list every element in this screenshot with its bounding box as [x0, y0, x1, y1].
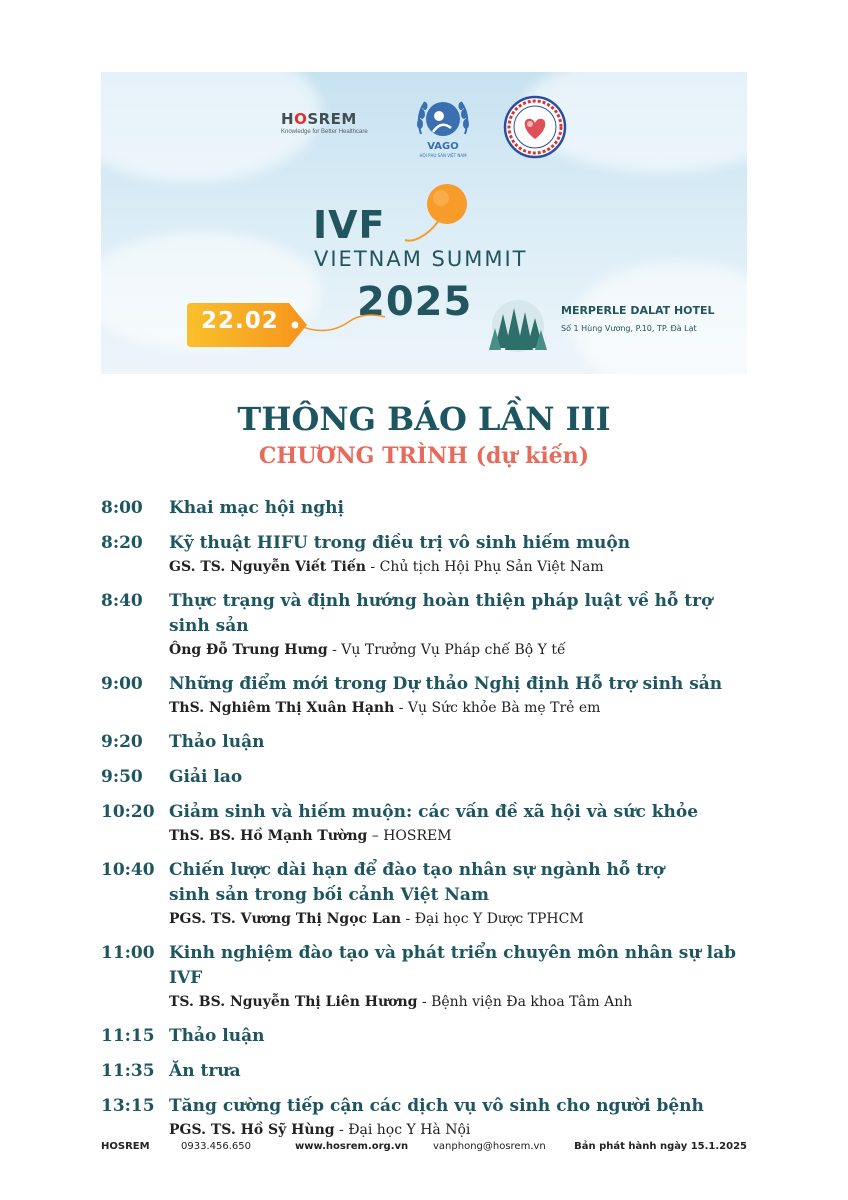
schedule-item	[101, 800, 751, 848]
schedule-topic: Những điểm mới trong Dự thảo Nghị định Hỗ trợ sinh sản	[169, 674, 723, 694]
schedule-time: 9:50	[101, 767, 143, 787]
footer-phone: 0933.456.650	[181, 1141, 251, 1152]
schedule-time: 8:40	[101, 591, 143, 611]
schedule-speaker: PGS. TS. Hồ Sỹ Hùng - Đại học Y Hà Nội	[169, 1122, 471, 1138]
speaker-name: Ông Đỗ Trung Hưng	[169, 642, 328, 658]
schedule-topic: Kỹ thuật HIFU trong điều trị vô sinh hiếm muộn	[169, 533, 631, 553]
hosrem-logo: HOSREM Knowledge for Better Healthcare	[281, 110, 368, 135]
speaker-affiliation: Đại học Y Dược TPHCM	[414, 911, 584, 927]
association-seal-icon	[503, 95, 567, 159]
schedule-item	[101, 672, 751, 720]
schedule-item	[101, 531, 751, 579]
schedule-speaker: ThS. Nghiêm Thị Xuân Hạnh - Vụ Sức khỏe Bà mẹ Trẻ em	[169, 700, 601, 716]
schedule-topic: Thảo luận	[169, 732, 265, 752]
schedule-time: 11:15	[101, 1026, 155, 1046]
speaker-affiliation: Vụ Trưởng Vụ Pháp chế Bộ Y tế	[341, 642, 566, 658]
event-title-summit: VIETNAM SUMMIT	[314, 247, 528, 271]
schedule-time: 9:20	[101, 732, 143, 752]
footer-email: vanphong@hosrem.vn	[433, 1141, 546, 1152]
footer-release-date: Bản phát hành ngày 15.1.2025	[574, 1141, 747, 1152]
page-subtitle: CHƯƠNG TRÌNH (dự kiến)	[258, 443, 590, 469]
schedule-item	[101, 941, 751, 1014]
schedule-item	[101, 1059, 751, 1084]
venue-address: Số 1 Hùng Vương, P.10, TP. Đà Lạt	[561, 324, 697, 333]
schedule-time: 9:00	[101, 674, 143, 694]
pine-trees-icon	[487, 300, 549, 352]
page-title: THÔNG BÁO LẦN III	[237, 400, 611, 438]
schedule-item	[101, 858, 751, 931]
schedule-time: 10:40	[101, 860, 155, 880]
schedule-time: 8:00	[101, 498, 143, 518]
schedule-time: 11:00	[101, 943, 155, 963]
schedule-speaker: Ông Đỗ Trung Hưng - Vụ Trưởng Vụ Pháp chế Bộ Y tế	[169, 642, 566, 658]
schedule-item	[101, 1024, 751, 1049]
speaker-name: PGS. TS. Hồ Sỹ Hùng	[169, 1122, 335, 1138]
schedule-item	[101, 589, 751, 662]
speaker-affiliation: HOSREM	[383, 828, 452, 844]
schedule-time: 13:15	[101, 1096, 155, 1116]
schedule-time: 10:20	[101, 802, 155, 822]
schedule-speaker: ThS. BS. Hồ Mạnh Tường – HOSREM	[169, 828, 452, 844]
speaker-name: GS. TS. Nguyễn Viết Tiến	[169, 559, 366, 575]
venue-name: MERPERLE DALAT HOTEL	[561, 304, 715, 317]
speaker-name: PGS. TS. Vương Thị Ngọc Lan	[169, 911, 402, 927]
speaker-name: ThS. Nghiêm Thị Xuân Hạnh	[169, 700, 395, 716]
schedule-topic: Thực trạng và định hướng hoàn thiện pháp luật về hỗ trợ sinh sản	[169, 591, 713, 636]
schedule-item	[101, 765, 751, 790]
event-date: 22.02	[201, 308, 279, 334]
schedule-topic: Thảo luận	[169, 1026, 265, 1046]
schedule-item	[101, 1094, 751, 1142]
schedule-topic: Giải lao	[169, 767, 243, 787]
event-title-ivf: IVF	[313, 203, 386, 247]
hosrem-tagline: Knowledge for Better Healthcare	[281, 129, 368, 135]
schedule-topic: Tăng cường tiếp cận các dịch vụ vô sinh cho người bệnh	[169, 1096, 704, 1116]
speaker-affiliation: Bệnh viện Đa khoa Tâm Anh	[431, 994, 633, 1010]
footer-website: www.hosrem.org.vn	[295, 1141, 409, 1152]
schedule-speaker: TS. BS. Nguyễn Thị Liên Hương - Bệnh viện Đa khoa Tâm Anh	[169, 994, 633, 1010]
vago-logo-icon	[411, 94, 475, 160]
event-year: 2025	[357, 279, 473, 325]
balloon-icon	[401, 178, 481, 244]
schedule-item	[101, 730, 751, 755]
speaker-affiliation: Đại học Y Hà Nội	[348, 1122, 471, 1138]
schedule-speaker: GS. TS. Nguyễn Viết Tiến - Chủ tịch Hội Phụ Sản Việt Nam	[169, 559, 604, 575]
speaker-affiliation: Chủ tịch Hội Phụ Sản Việt Nam	[379, 559, 604, 575]
event-banner	[101, 72, 747, 374]
schedule-topic: Chiến lược dài hạn để đào tạo nhân sự ngành hỗ trợ sinh sản trong bối cảnh Việt Nam	[169, 860, 665, 905]
schedule-topic: Kinh nghiệm đào tạo và phát triển chuyên môn nhân sự lab IVF	[169, 943, 737, 988]
speaker-name: TS. BS. Nguyễn Thị Liên Hương	[169, 994, 418, 1010]
schedule-topic: Khai mạc hội nghị	[169, 498, 344, 518]
schedule-topic: Ăn trưa	[169, 1061, 241, 1081]
svg-text:HỘI PHỤ SẢN VIỆT NAM: HỘI PHỤ SẢN VIỆT NAM	[419, 153, 467, 158]
footer-org: HOSREM	[101, 1141, 150, 1152]
schedule-item	[101, 496, 751, 521]
speaker-name: ThS. BS. Hồ Mạnh Tường	[169, 828, 368, 844]
schedule-time: 11:35	[101, 1061, 155, 1081]
schedule-speaker: PGS. TS. Vương Thị Ngọc Lan - Đại học Y Dược TPHCM	[169, 911, 584, 927]
schedule-topic: Giảm sinh và hiếm muộn: các vấn đề xã hội và sức khỏe	[169, 802, 699, 822]
speaker-affiliation: Vụ Sức khỏe Bà mẹ Trẻ em	[407, 700, 601, 716]
svg-text:VAGO: VAGO	[427, 141, 459, 152]
schedule-time: 8:20	[101, 533, 143, 553]
schedule-list	[101, 496, 751, 1152]
